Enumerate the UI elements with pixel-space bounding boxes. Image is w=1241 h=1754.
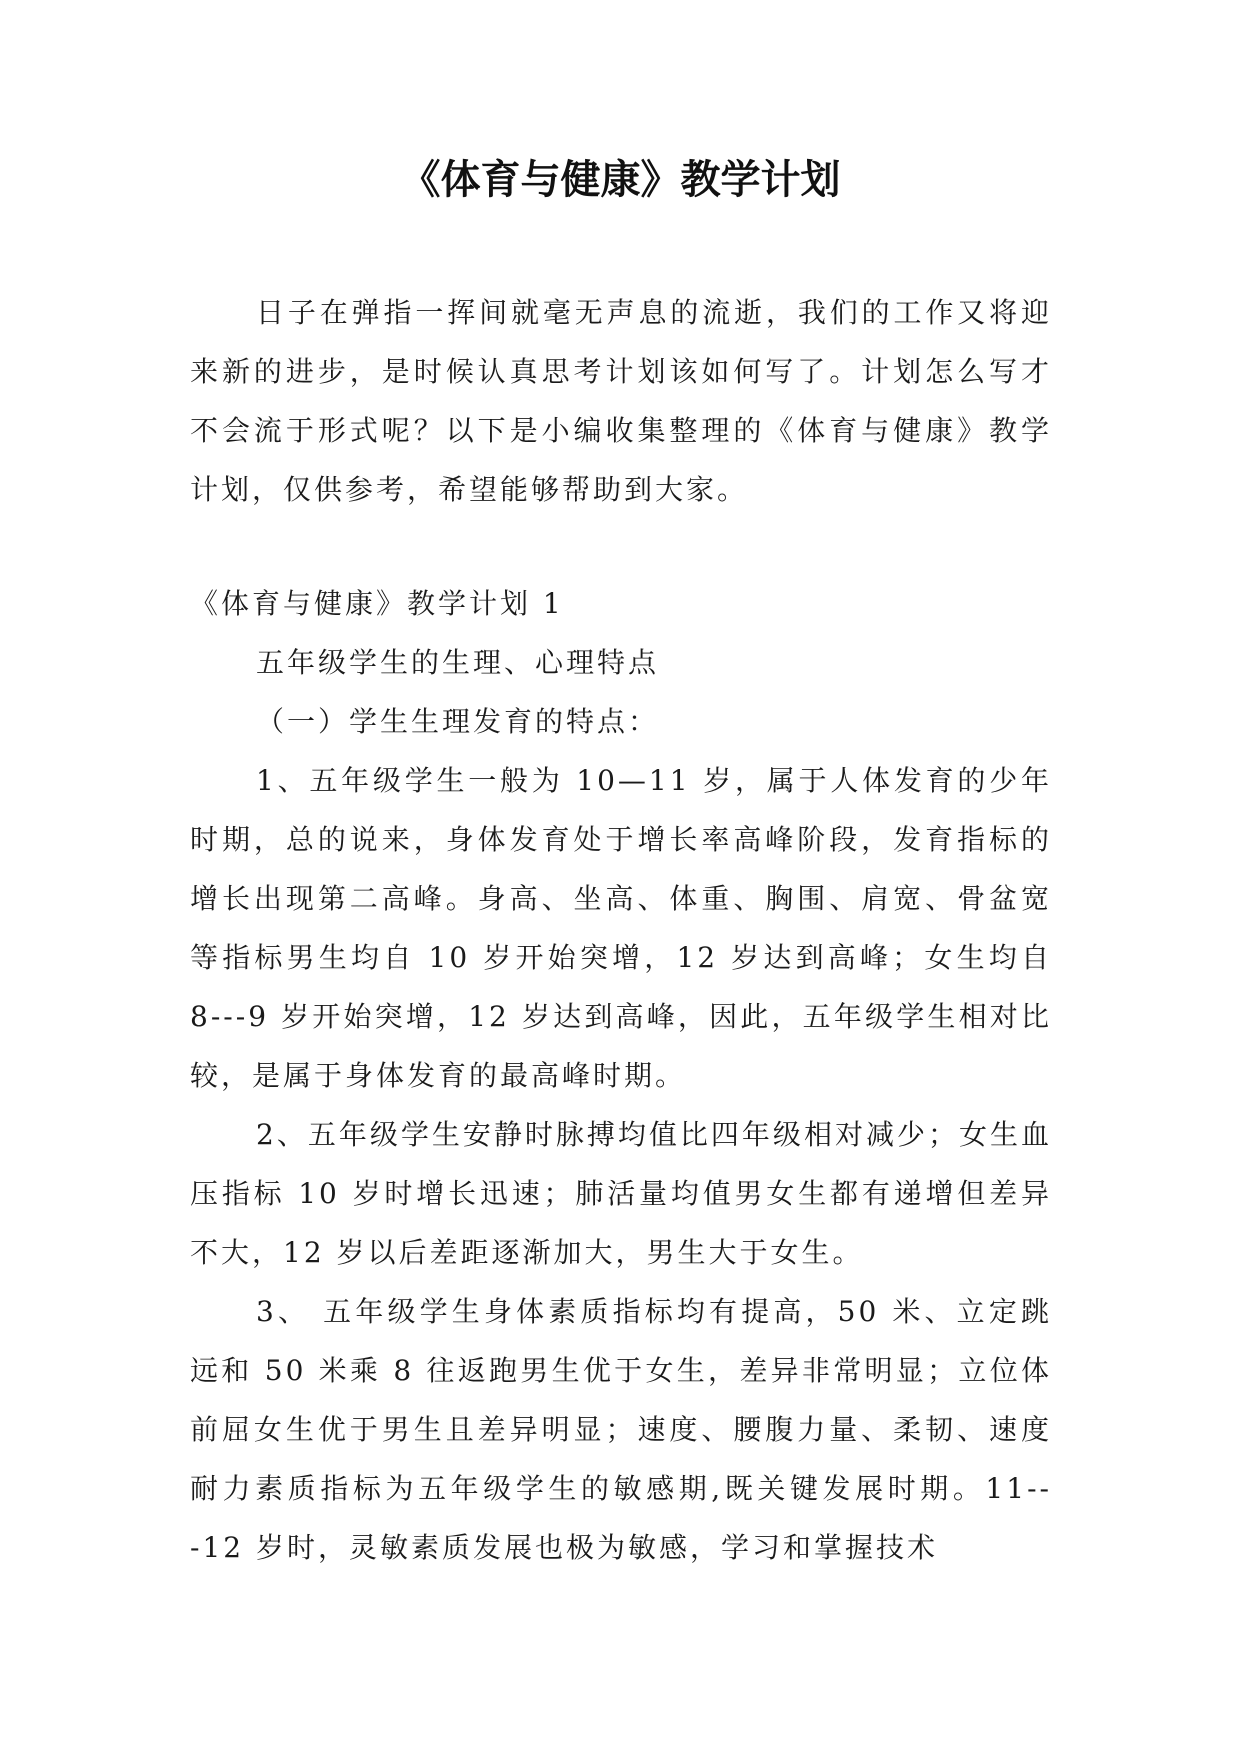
body-paragraph-3: 3、 五年级学生身体素质指标均有提高，50 米、立定跳远和 50 米乘 8 往返跑男生优于女生，差异非常明显；立位体前屈女生优于男生且差异明显；速度、腰腹力量、柔韧、速度耐力素质指标为五年级学生的敏感期,既关键发展时期。11---12 岁时，灵敏素质发展也极为敏感，学习和掌握技术 (190, 1295, 1052, 1564)
document-body (190, 283, 1052, 1577)
subsection-subheading: （一）学生生理发育的特点： (256, 705, 660, 738)
subsection-heading: 五年级学生的生理、心理特点 (256, 646, 660, 679)
section-heading: 《体育与健康》教学计划 1 (190, 587, 564, 620)
body-paragraph-1: 1、五年级学生一般为 10—11 岁，属于人体发育的少年时期，总的说来，身体发育处于增长率高峰阶段，发育指标的增长出现第二高峰。身高、坐高、体重、胸围、肩宽、骨盆宽等指标男生均自 10 岁开始突增，12 岁达到高峰；女生均自 8---9 岁开始突增，12 岁达到高峰，因此，五年级学生相对比较，是属于身体发育的最高峰时期。 (190, 764, 1052, 1092)
body-paragraph-2: 2、五年级学生安静时脉搏均值比四年级相对减少；女生血压指标 10 岁时增长迅速；肺活量均值男女生都有递增但差异不大，12 岁以后差距逐渐加大，男生大于女生。 (190, 1118, 1052, 1269)
intro-paragraph: 日子在弹指一挥间就毫无声息的流逝，我们的工作又将迎来新的进步，是时候认真思考计划该如何写了。计划怎么写才不会流于形式呢？以下是小编收集整理的《体育与健康》教学计划，仅供参考，希望能够帮助到大家。 (190, 296, 1052, 506)
document-title: 《体育与健康》教学计划 (400, 157, 841, 203)
